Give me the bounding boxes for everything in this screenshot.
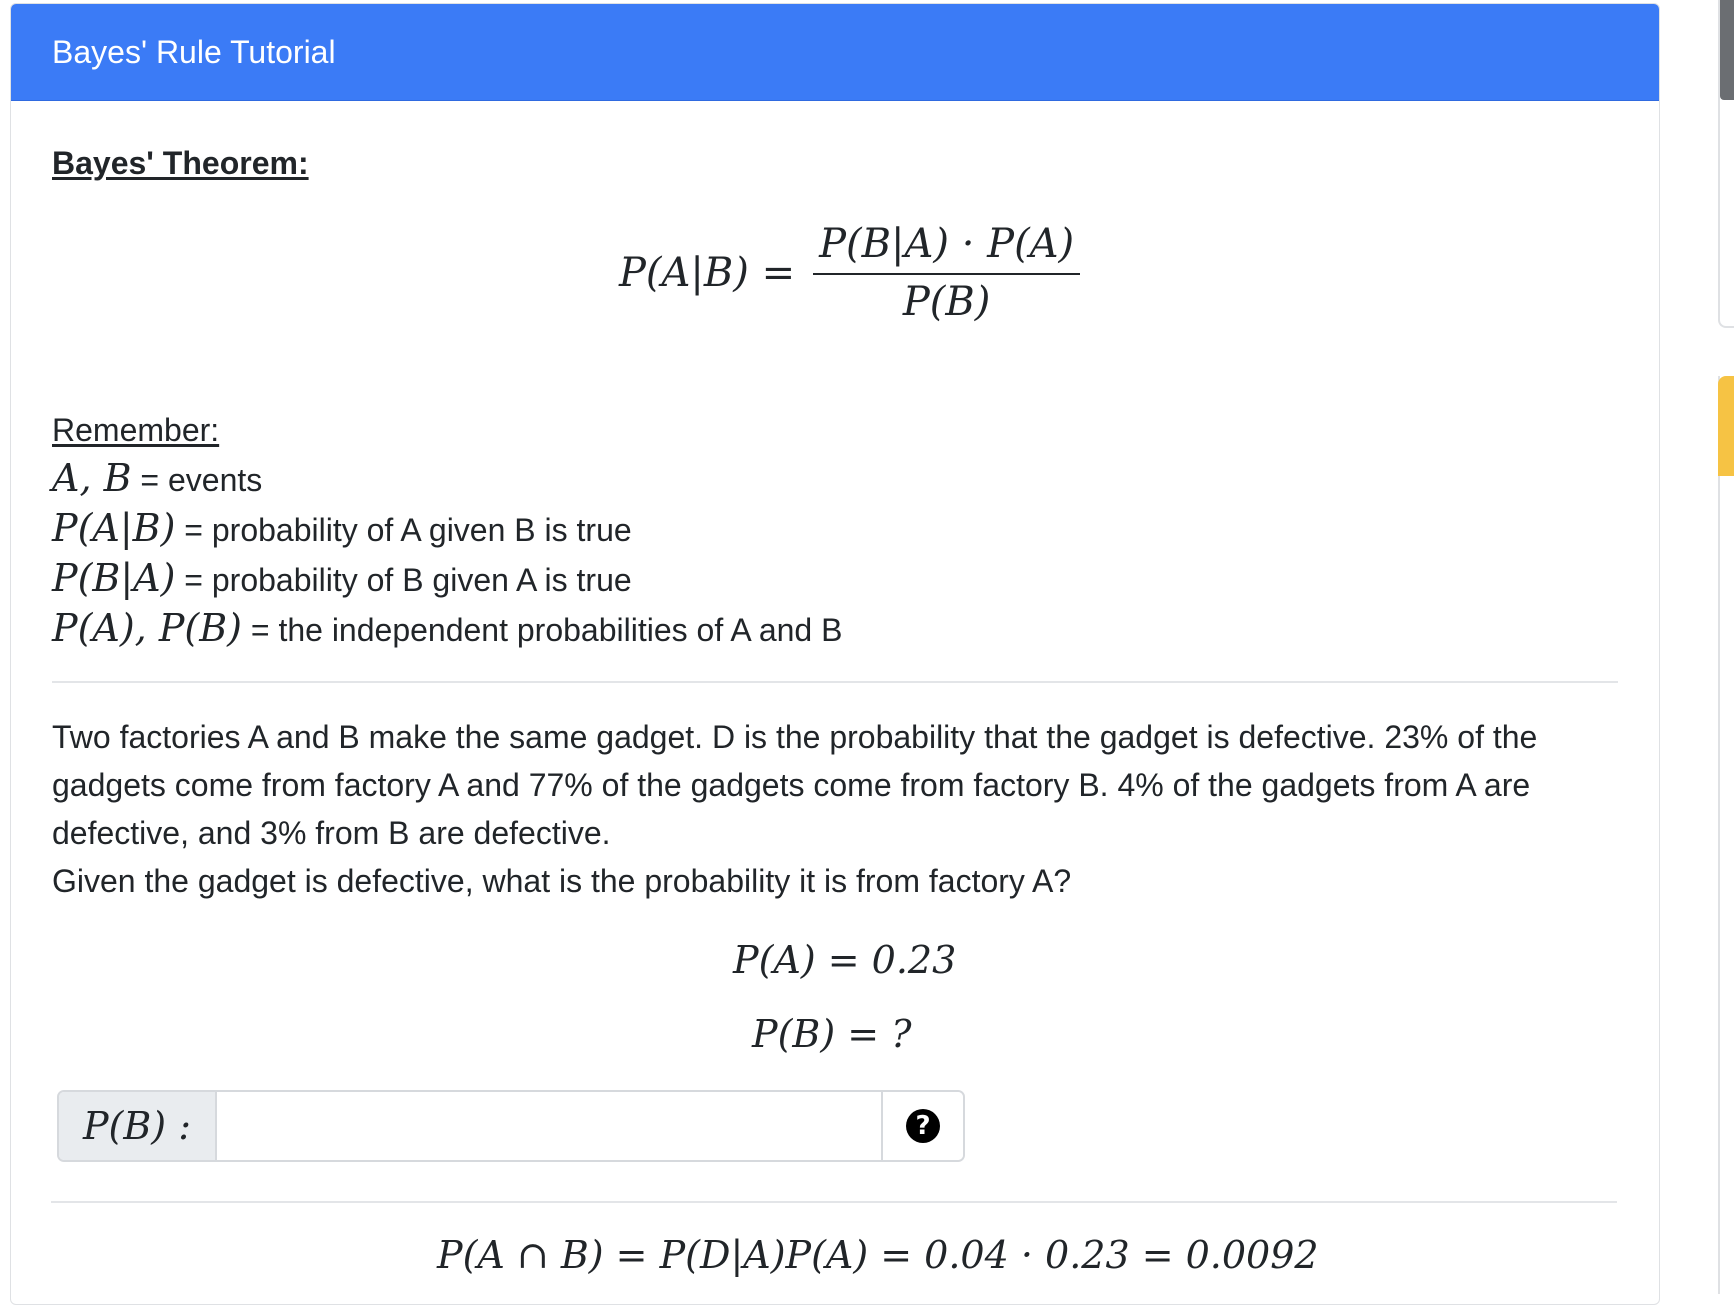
side-card-header: [1720, 0, 1734, 100]
remember-math: A, B: [52, 456, 132, 500]
equation-pa: P(A) = 0.23: [733, 938, 957, 982]
remember-text: = probability of B given A is true: [175, 562, 632, 598]
side-card: [1718, 376, 1734, 1294]
page-title: Bayes' Rule Tutorial: [52, 34, 336, 70]
pb-input-group: [57, 1090, 965, 1162]
equation-pb: P(B) = ?: [752, 1012, 912, 1056]
remember-text: = events: [131, 462, 263, 498]
remember-item-events: [52, 454, 842, 504]
divider: [51, 1201, 1617, 1203]
problem-statement: [52, 713, 1622, 905]
remember-math: P(A|B): [52, 506, 176, 550]
remember-item-pab: [52, 504, 842, 554]
question-circle-icon: ?: [906, 1109, 940, 1143]
remember-label: Remember:: [52, 412, 220, 448]
pb-input[interactable]: [217, 1092, 881, 1160]
problem-question: Given the gadget is defective, what is the probability it is from factory A?: [52, 863, 1072, 899]
remember-block: [52, 406, 842, 654]
formula-fraction: [813, 221, 1080, 325]
remember-math: P(B|A): [52, 556, 176, 600]
remember-math: P(A), P(B): [52, 606, 242, 650]
help-button[interactable]: [881, 1092, 963, 1160]
card-header: [11, 4, 1659, 101]
theorem-title: Bayes' Theorem:: [52, 145, 309, 181]
remember-text: = probability of A given B is true: [175, 512, 632, 548]
remember-item-pa-pb: [52, 604, 842, 654]
side-card-header-warning: [1718, 376, 1734, 476]
bayes-formula: [619, 221, 1080, 325]
divider: [52, 681, 1618, 683]
problem-text: Two factories A and B make the same gadget. D is the probability that the gadget is defective. 23% of the gadgets come from factory A and 77% of the gadgets come from factory B. 4% of the gadgets from A are defective, and 3% from B are defective.: [52, 719, 1538, 851]
remember-text: = the independent probabilities of A and B: [241, 612, 843, 648]
remember-item-pba: [52, 554, 842, 604]
formula-numerator: P(B|A) · P(A): [813, 221, 1080, 275]
equation-intersection: P(A ∩ B) = P(D|A)P(A) = 0.04 · 0.23 = 0.0092: [437, 1233, 1319, 1277]
formula-denominator: P(B): [902, 279, 991, 325]
formula-lhs: P(A|B) =: [619, 250, 796, 296]
pb-input-label: P(B) :: [59, 1092, 217, 1160]
